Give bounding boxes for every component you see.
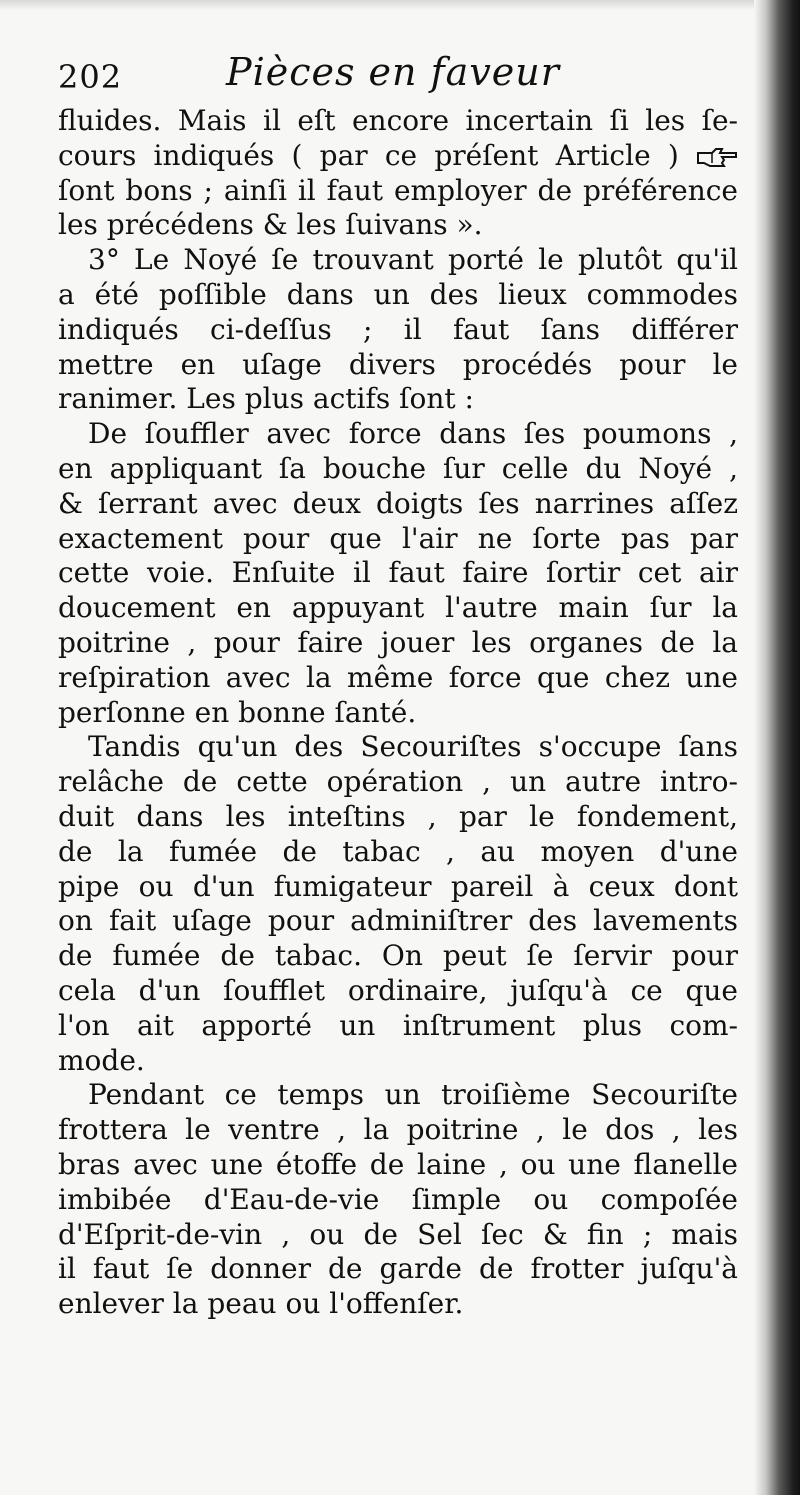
text-line: ſont bons ; ainſi il faut employer de préférence — [58, 173, 738, 207]
text-line: poitrine , pour faire jouer les organes de la — [58, 625, 738, 659]
text-line: Tandis qu'un des Secouriſtes s'occupe ſans — [88, 730, 738, 764]
paragraph-4 — [58, 730, 738, 1078]
text-line-with-hand — [58, 139, 738, 174]
text-line: De ſouffler avec force dans ſes poumons , — [88, 417, 738, 451]
text-line: de la fumée de tabac , au moyen d'une — [58, 834, 738, 868]
text-line: bras avec une étoffe de laine , ou une flanelle — [58, 1147, 738, 1181]
text-line: mode. — [58, 1043, 145, 1077]
text-line: de fumée de tabac. On peut ſe ſervir pour — [58, 939, 738, 973]
text-line: reſpiration avec la même force que chez une — [58, 660, 738, 694]
text-line: exactement pour que l'air ne ſorte pas par — [58, 521, 738, 555]
text-line: Pendant ce temps un troiſième Secouriſte — [88, 1078, 738, 1112]
text-line: pipe ou d'un fumigateur pareil à ceux dont — [58, 869, 738, 903]
text-line: perſonne en bonne ſanté. — [58, 695, 417, 729]
page-top-shadow — [0, 0, 800, 10]
text-line: cette voie. Enſuite il faut faire ſortir cet air — [58, 556, 738, 590]
text-line-content: cours indiqués ( par ce préſent Article ) — [58, 138, 679, 172]
running-title: Pièces en faveur — [226, 50, 560, 94]
text-line: d'Eſprit-de-vin , ou de Sel ſec & fin ; mais — [58, 1217, 738, 1251]
text-line: duit dans les inteſtins , par le fondement, — [58, 799, 738, 833]
text-line: l'on ait apporté un inſtrument plus com- — [58, 1008, 738, 1042]
text-line: relâche de cette opération , un autre intro- — [58, 765, 738, 799]
text-line: les précédens & les ſuivans ». — [58, 208, 483, 242]
text-line: 3° Le Noyé ſe trouvant porté le plutôt qu'il — [88, 243, 738, 277]
text-line: en appliquant ſa bouche ſur celle du Noyé , — [58, 451, 738, 485]
text-line: on fait uſage pour adminiſtrer des lavements — [58, 904, 738, 938]
page-text-block — [58, 40, 738, 1322]
text-line: a été poſſible dans un des lieux commodes — [58, 277, 738, 311]
page-number: 202 — [58, 58, 123, 96]
text-line: & ſerrant avec deux doigts ſes narrines aſſez — [58, 486, 738, 520]
paragraph-1 — [58, 104, 738, 243]
page-binding-shadow — [754, 0, 800, 1495]
text-line: frottera le ventre , la poitrine , le dos , les — [58, 1113, 738, 1147]
text-line: doucement en appuyant l'autre main ſur la — [58, 591, 738, 625]
text-line: mettre en uſage divers procédés pour le — [58, 347, 738, 381]
text-line: cela d'un ſoufflet ordinaire, juſqu'à ce que — [58, 973, 738, 1007]
text-line: enlever la peau ou l'offenſer. — [58, 1287, 464, 1321]
text-line: ranimer. Les plus actifs ſont : — [58, 382, 474, 416]
text-line: fluides. Mais il eſt encore incertain ſi les ſe- — [58, 104, 738, 137]
pointing-hand-icon — [696, 145, 738, 169]
text-line: imbibée d'Eau-de-vie ſimple ou compoſée — [58, 1182, 738, 1216]
paragraph-5 — [58, 1078, 738, 1322]
running-head — [58, 40, 738, 104]
text-line: indiqués ci-deſſus ; il faut ſans différer — [58, 312, 738, 346]
paragraph-3 — [58, 417, 738, 730]
paragraph-2 — [58, 243, 738, 417]
text-line: il faut ſe donner de garde de frotter juſqu'à — [58, 1252, 738, 1286]
